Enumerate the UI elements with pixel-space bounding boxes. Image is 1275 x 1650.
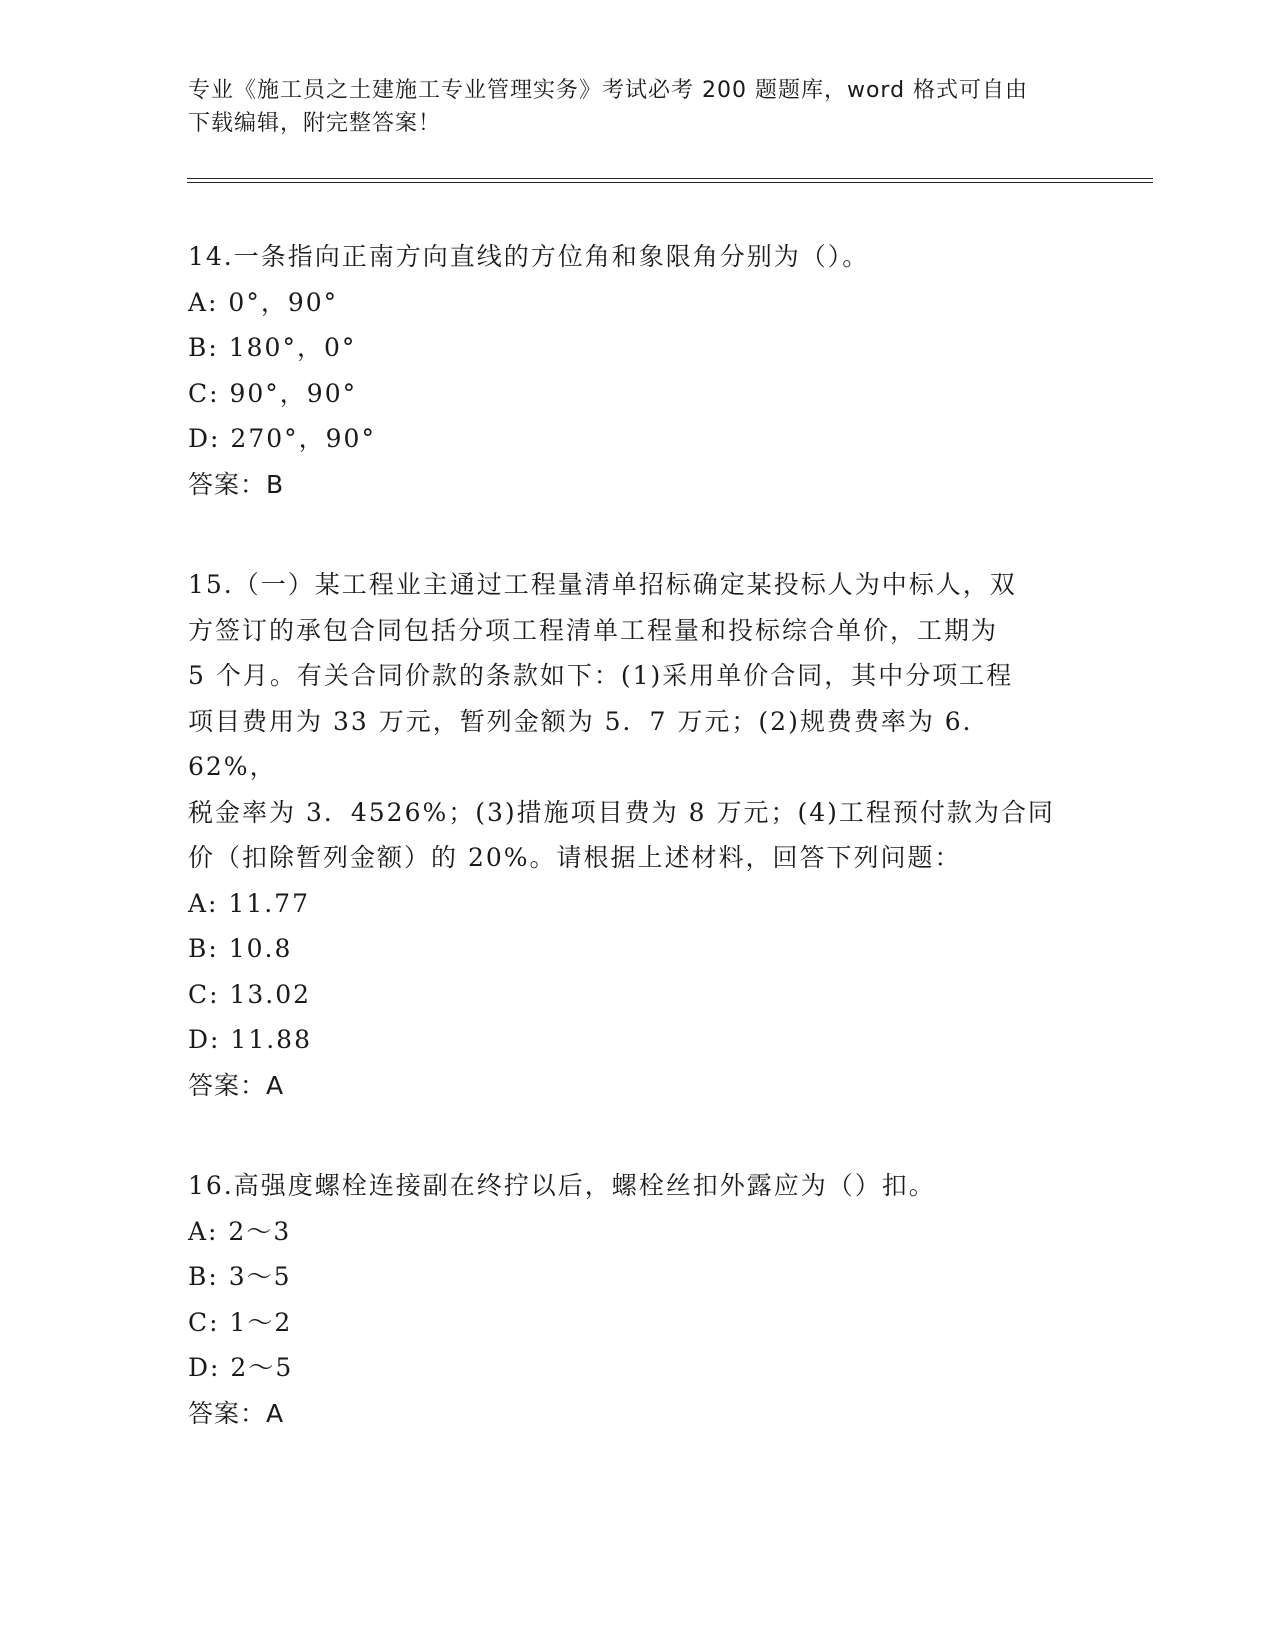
- question-stem-line-5: 税金率为 3．4526%；(3)措施项目费为 8 万元；(4)工程预付款为合同: [188, 797, 1055, 827]
- option-a: A: 2～3: [188, 1216, 292, 1246]
- option-a: A: 0°，90°: [188, 287, 339, 317]
- question-list: [188, 234, 1068, 1491]
- header-divider: [187, 178, 1153, 183]
- question-15: [188, 562, 1068, 1108]
- header-title-line-1: 专业《施工员之土建施工专业管理实务》考试必考 200 题题库，word 格式可自由: [188, 78, 1029, 103]
- answer-line: 答案：A: [188, 1398, 285, 1428]
- question-16: [188, 1163, 1068, 1436]
- document-header: [188, 74, 1068, 140]
- answer-line: 答案：B: [188, 469, 285, 499]
- question-stem: 16.高强度螺栓连接副在终拧以后，螺栓丝扣外露应为（）扣。: [188, 1171, 936, 1200]
- question-stem-line-4: 项目费用为 33 万元，暂列金额为 5．7 万元；(2)规费费率为 6．62%，: [188, 706, 990, 781]
- question-stem: 14.一条指向正南方向直线的方位角和象限角分别为（）。: [188, 242, 870, 271]
- option-b: B: 180°，0°: [188, 333, 357, 362]
- option-d: D: 11.88: [188, 1025, 312, 1054]
- answer-line: 答案：A: [188, 1070, 285, 1100]
- question-stem-line-6: 价（扣除暂列金额）的 20%。请根据上述材料，回答下列问题：: [188, 843, 962, 872]
- question-stem-line-3: 5 个月。有关合同价款的条款如下：(1)采用单价合同，其中分项工程: [188, 661, 1014, 690]
- header-title-line-2: 下载编辑，附完整答案！: [188, 111, 442, 136]
- option-b: B: 3～5: [188, 1262, 292, 1291]
- question-14: [188, 234, 1068, 507]
- option-b: B: 10.8: [188, 934, 293, 963]
- question-stem-line-2: 方签订的承包合同包括分项工程清单工程量和投标综合单价，工期为: [188, 615, 999, 645]
- option-d: D: 270°，90°: [188, 424, 376, 453]
- option-c: C: 90°，90°: [188, 378, 358, 408]
- option-d: D: 2～5: [188, 1353, 294, 1382]
- option-c: C: 1～2: [188, 1307, 293, 1337]
- option-c: C: 13.02: [188, 979, 312, 1009]
- option-a: A: 11.77: [188, 888, 310, 918]
- question-stem-line-1: 15.（一）某工程业主通过工程量清单招标确定某投标人为中标人，双: [188, 570, 1017, 599]
